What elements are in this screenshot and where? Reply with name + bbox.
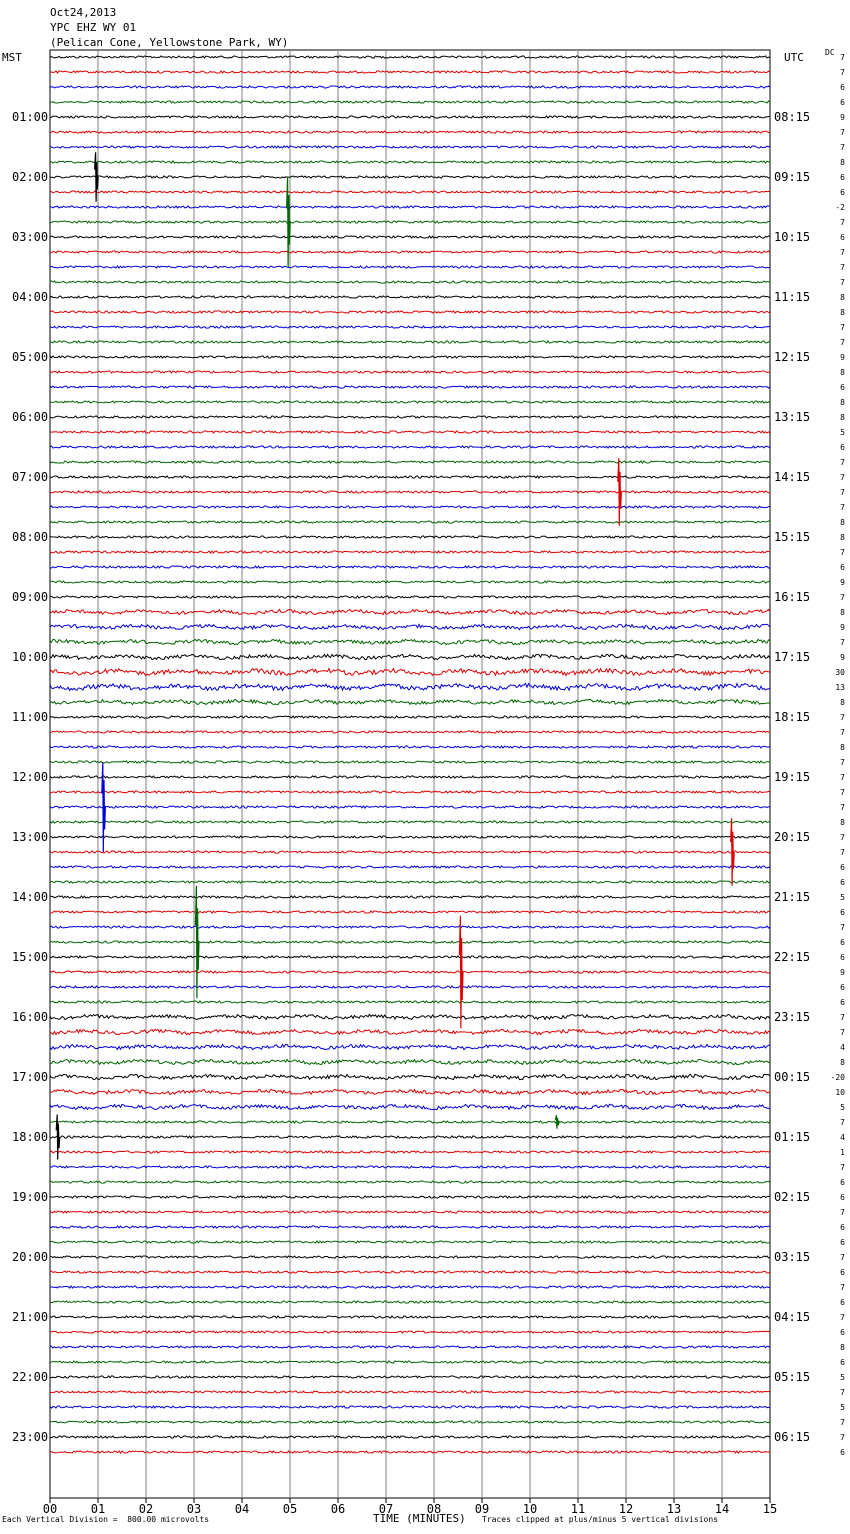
trace-line [50, 221, 770, 223]
dc-offset-label: 6 [840, 863, 845, 872]
trace-line [50, 609, 770, 614]
dc-offset-label: 6 [840, 953, 845, 962]
right-hour-label: 09:15 [774, 170, 811, 184]
trace-line [50, 821, 770, 823]
left-hour-label: 10:00 [12, 650, 49, 664]
trace-line [50, 371, 770, 373]
right-hour-label: 20:15 [774, 830, 811, 844]
trace-line [50, 1151, 770, 1153]
dc-offset-label: 6 [840, 1298, 845, 1307]
dc-offset-label: 8 [840, 518, 845, 527]
x-tick-label: 05 [282, 1502, 298, 1516]
dc-offset-label: 6 [840, 83, 845, 92]
dc-offset-label: 5 [840, 1373, 845, 1382]
right-hour-label: 05:15 [774, 1370, 811, 1384]
dc-offset-label: 7 [840, 1028, 845, 1037]
trace-line [50, 776, 770, 778]
dc-offset-label: 7 [840, 473, 845, 482]
dc-offset-label: 7 [840, 323, 845, 332]
dc-offset-label: 6 [840, 1328, 845, 1337]
dc-offset-label: 7 [840, 1283, 845, 1292]
right-hour-label: 15:15 [774, 530, 811, 544]
trace-line [50, 206, 770, 208]
left-hour-label: 21:00 [12, 1310, 49, 1324]
dc-offset-label: 6 [840, 878, 845, 887]
right-hour-label: 16:15 [774, 590, 811, 604]
trace-line [50, 699, 770, 704]
trace-line [50, 836, 770, 838]
dc-offset-label: 9 [840, 578, 845, 587]
dc-offset-label: 5 [840, 1103, 845, 1112]
dc-offset-label: 7 [840, 263, 845, 272]
dc-offset-label: 6 [840, 383, 845, 392]
right-hour-label: 03:15 [774, 1250, 811, 1264]
x-tick-label: 13 [666, 1502, 682, 1516]
dc-offset-label: 8 [840, 698, 845, 707]
left-hour-label: 05:00 [12, 350, 49, 364]
trace-line [50, 431, 770, 433]
dc-offset-label: 7 [840, 53, 845, 62]
trace-line [50, 446, 770, 448]
dc-offset-label: 7 [840, 548, 845, 557]
trace-line [50, 956, 770, 958]
dc-offset-label: 7 [840, 143, 845, 152]
dc-offset-label: 8 [840, 293, 845, 302]
trace-line [50, 116, 770, 118]
right-hour-label: 23:15 [774, 1010, 811, 1024]
dc-offset-label: 7 [840, 833, 845, 842]
trace-line [50, 86, 770, 88]
trace-line [50, 296, 770, 298]
dc-offset-label: 7 [840, 488, 845, 497]
dc-offset-label: 6 [840, 1223, 845, 1232]
trace-line [50, 146, 770, 148]
trace-line [50, 731, 770, 733]
dc-offset-label: 7 [840, 1388, 845, 1397]
left-hour-label: 17:00 [12, 1070, 49, 1084]
seismic-event-spike [731, 818, 735, 886]
dc-offset-label: 7 [840, 638, 845, 647]
dc-offset-label: 6 [840, 908, 845, 917]
trace-line [50, 1196, 770, 1198]
dc-offset-label: 13 [835, 683, 845, 692]
trace-line [50, 1346, 770, 1348]
trace-line [50, 1406, 770, 1408]
dc-offset-label: 7 [840, 68, 845, 77]
left-hour-label: 20:00 [12, 1250, 49, 1264]
dc-offset-label: 4 [840, 1043, 845, 1052]
trace-line [50, 1436, 770, 1438]
dc-offset-label: 6 [840, 1358, 845, 1367]
dc-header-label: DC [825, 48, 835, 57]
left-hour-label: 11:00 [12, 710, 49, 724]
dc-offset-label: 6 [840, 173, 845, 182]
x-tick-label: 09 [474, 1502, 490, 1516]
trace-line [50, 668, 770, 675]
dc-offset-label: 8 [840, 413, 845, 422]
dc-offset-label: 9 [840, 353, 845, 362]
right-hour-label: 22:15 [774, 950, 811, 964]
trace-line [50, 1136, 770, 1138]
dc-offset-label: 5 [840, 893, 845, 902]
x-tick-label: 07 [378, 1502, 394, 1516]
x-tick-label: 04 [234, 1502, 250, 1516]
dc-offset-label: 6 [840, 563, 845, 572]
x-tick-label: 06 [330, 1502, 346, 1516]
trace-line [50, 356, 770, 358]
trace-line [50, 941, 770, 943]
left-hour-label: 13:00 [12, 830, 49, 844]
dc-offset-label: 9 [840, 113, 845, 122]
trace-line [50, 281, 770, 283]
dc-offset-label: 7 [840, 128, 845, 137]
dc-offset-label: 10 [835, 1088, 845, 1097]
trace-line [50, 1316, 770, 1318]
trace-line [50, 131, 770, 133]
trace-line [50, 1089, 770, 1094]
x-tick-label: 02 [138, 1502, 154, 1516]
trace-line [50, 536, 770, 538]
left-hour-label: 14:00 [12, 890, 49, 904]
x-axis-title: TIME (MINUTES) [373, 1512, 466, 1525]
x-tick-label: 12 [618, 1502, 634, 1516]
dc-offset-label: 6 [840, 233, 845, 242]
trace-line [50, 1301, 770, 1303]
trace-line [50, 851, 770, 853]
trace-line [50, 1074, 770, 1079]
trace-line [50, 1391, 770, 1393]
date-label: Oct24,2013 [50, 6, 117, 19]
dc-offset-label: 7 [840, 593, 845, 602]
dc-offset-label: 6 [840, 1238, 845, 1247]
dc-offset-label: -2 [835, 203, 845, 212]
dc-offset-label: 7 [840, 1313, 845, 1322]
trace-line [50, 1059, 770, 1064]
dc-offset-label: 7 [840, 1208, 845, 1217]
dc-offset-label: 6 [840, 1268, 845, 1277]
trace-line [50, 971, 770, 973]
scale-note: Each Vertical Division = 800.00 microvolts [2, 1515, 210, 1524]
dc-offset-label: 8 [840, 308, 845, 317]
dc-offset-label: 6 [840, 1193, 845, 1202]
right-hour-label: 19:15 [774, 770, 811, 784]
trace-line [50, 551, 770, 553]
right-hour-label: 01:15 [774, 1130, 811, 1144]
dc-offset-label: 6 [840, 188, 845, 197]
right-hour-label: 06:15 [774, 1430, 811, 1444]
trace-line [50, 1451, 770, 1453]
dc-offset-label: 8 [840, 1343, 845, 1352]
trace-line [50, 1014, 770, 1019]
dc-offset-label: 7 [840, 1418, 845, 1427]
trace-line [50, 624, 770, 629]
trace-line [50, 806, 770, 808]
dc-offset-label: 7 [840, 1163, 845, 1172]
trace-line [50, 1376, 770, 1378]
right-hour-label: 12:15 [774, 350, 811, 364]
dc-offset-label: 7 [840, 758, 845, 767]
x-tick-label: 08 [426, 1502, 442, 1516]
left-hour-label: 23:00 [12, 1430, 49, 1444]
trace-line [50, 476, 770, 478]
x-tick-label: 10 [522, 1502, 538, 1516]
trace-line [50, 491, 770, 493]
right-hour-label: 11:15 [774, 290, 811, 304]
clip-note: Traces clipped at plus/minus 5 vertical divisions [482, 1515, 719, 1524]
trace-line [50, 1421, 770, 1423]
trace-line [50, 881, 770, 883]
dc-offset-label: 8 [840, 158, 845, 167]
trace-line [50, 1286, 770, 1288]
dc-offset-label: 7 [840, 713, 845, 722]
trace-line [50, 639, 770, 644]
trace-line [50, 683, 770, 690]
trace-line [50, 416, 770, 418]
dc-offset-label: -20 [830, 1073, 845, 1082]
trace-line [50, 251, 770, 253]
left-hour-label: 04:00 [12, 290, 49, 304]
dc-offset-label: 7 [840, 248, 845, 257]
left-hour-label: 08:00 [12, 530, 49, 544]
trace-line [50, 401, 770, 403]
trace-line [50, 1029, 770, 1034]
dc-offset-label: 6 [840, 1448, 845, 1457]
right-hour-label: 08:15 [774, 110, 811, 124]
dc-offset-label: 7 [840, 728, 845, 737]
trace-line [50, 1241, 770, 1243]
trace-line [50, 1044, 770, 1049]
trace-line [50, 56, 770, 58]
left-hour-label: 22:00 [12, 1370, 49, 1384]
dc-offset-label: 7 [840, 848, 845, 857]
trace-line [50, 1211, 770, 1213]
dc-offset-label: 7 [840, 1013, 845, 1022]
left-timezone-label: MST [2, 51, 22, 64]
dc-offset-label: 1 [840, 1148, 845, 1157]
trace-line [50, 191, 770, 193]
dc-offset-label: 5 [840, 1403, 845, 1412]
trace-line [50, 386, 770, 388]
dc-offset-label: 8 [840, 533, 845, 542]
trace-line [50, 521, 770, 523]
right-hour-label: 21:15 [774, 890, 811, 904]
dc-offset-label: 7 [840, 278, 845, 287]
trace-line [50, 461, 770, 463]
location-label: (Pelican Cone, Yellowstone Park, WY) [50, 36, 289, 49]
trace-line [50, 1226, 770, 1228]
dc-offset-label: 7 [840, 803, 845, 812]
dc-offset-label: 7 [840, 773, 845, 782]
trace-line [50, 161, 770, 163]
right-hour-label: 13:15 [774, 410, 811, 424]
trace-line [50, 596, 770, 598]
trace-line [50, 101, 770, 103]
right-hour-label: 18:15 [774, 710, 811, 724]
x-tick-label: 14 [714, 1502, 730, 1516]
dc-offset-label: 8 [840, 368, 845, 377]
dc-offset-label: 5 [840, 428, 845, 437]
dc-offset-label: 6 [840, 983, 845, 992]
trace-line [50, 926, 770, 928]
dc-offset-label: 7 [840, 338, 845, 347]
dc-offset-label: 8 [840, 1058, 845, 1067]
left-hour-label: 02:00 [12, 170, 49, 184]
left-hour-label: 06:00 [12, 410, 49, 424]
dc-offset-label: 7 [840, 218, 845, 227]
left-hour-label: 19:00 [12, 1190, 49, 1204]
dc-offset-label: 6 [840, 443, 845, 452]
trace-line [50, 506, 770, 508]
x-tick-label: 03 [186, 1502, 202, 1516]
left-hour-label: 07:00 [12, 470, 49, 484]
dc-offset-label: 8 [840, 608, 845, 617]
dc-offset-label: 8 [840, 743, 845, 752]
right-hour-label: 00:15 [774, 1070, 811, 1084]
right-hour-label: 04:15 [774, 1310, 811, 1324]
trace-line [50, 1271, 770, 1273]
left-hour-label: 18:00 [12, 1130, 49, 1144]
dc-offset-label: 9 [840, 623, 845, 632]
trace-line [50, 1166, 770, 1168]
x-tick-label: 00 [42, 1502, 58, 1516]
right-hour-label: 10:15 [774, 230, 811, 244]
trace-line [50, 791, 770, 793]
trace-line [50, 1361, 770, 1363]
dc-offset-label: 8 [840, 398, 845, 407]
dc-offset-label: 6 [840, 98, 845, 107]
dc-offset-label: 7 [840, 1253, 845, 1262]
dc-offset-label: 7 [840, 788, 845, 797]
trace-line [50, 654, 770, 659]
trace-line [50, 896, 770, 898]
left-hour-label: 12:00 [12, 770, 49, 784]
trace-line [50, 761, 770, 763]
trace-line [50, 866, 770, 868]
trace-line [50, 311, 770, 313]
trace-line [50, 266, 770, 268]
dc-offset-label: 9 [840, 653, 845, 662]
station-label: YPC EHZ WY 01 [50, 21, 137, 34]
dc-offset-label: 7 [840, 503, 845, 512]
trace-line [50, 326, 770, 328]
trace-line [50, 716, 770, 718]
trace-line [50, 1121, 770, 1123]
trace-line [50, 986, 770, 988]
trace-line [50, 1181, 770, 1183]
dc-offset-label: 6 [840, 938, 845, 947]
trace-line [50, 1256, 770, 1258]
x-tick-label: 11 [570, 1502, 586, 1516]
trace-line [50, 176, 770, 178]
x-tick-label: 15 [762, 1502, 778, 1516]
left-hour-label: 15:00 [12, 950, 49, 964]
trace-line [50, 1001, 770, 1003]
trace-line [50, 1104, 770, 1109]
left-hour-label: 03:00 [12, 230, 49, 244]
dc-offset-label: 30 [835, 668, 845, 677]
dc-offset-label: 6 [840, 998, 845, 1007]
left-hour-label: 16:00 [12, 1010, 49, 1024]
x-tick-label: 01 [90, 1502, 106, 1516]
left-hour-label: 09:00 [12, 590, 49, 604]
dc-offset-label: 6 [840, 1178, 845, 1187]
trace-line [50, 236, 770, 238]
trace-line [50, 341, 770, 343]
left-hour-label: 01:00 [12, 110, 49, 124]
trace-line [50, 566, 770, 568]
right-timezone-label: UTC [784, 51, 804, 64]
right-hour-label: 17:15 [774, 650, 811, 664]
dc-offset-label: 7 [840, 1433, 845, 1442]
trace-line [50, 911, 770, 913]
dc-offset-label: 7 [840, 1118, 845, 1127]
dc-offset-label: 7 [840, 923, 845, 932]
dc-offset-label: 7 [840, 458, 845, 467]
right-hour-label: 14:15 [774, 470, 811, 484]
trace-line [50, 1331, 770, 1333]
dc-offset-label: 4 [840, 1133, 845, 1142]
trace-line [50, 581, 770, 583]
dc-offset-label: 9 [840, 968, 845, 977]
right-hour-label: 02:15 [774, 1190, 811, 1204]
trace-line [50, 746, 770, 748]
dc-offset-label: 8 [840, 818, 845, 827]
trace-line [50, 71, 770, 73]
